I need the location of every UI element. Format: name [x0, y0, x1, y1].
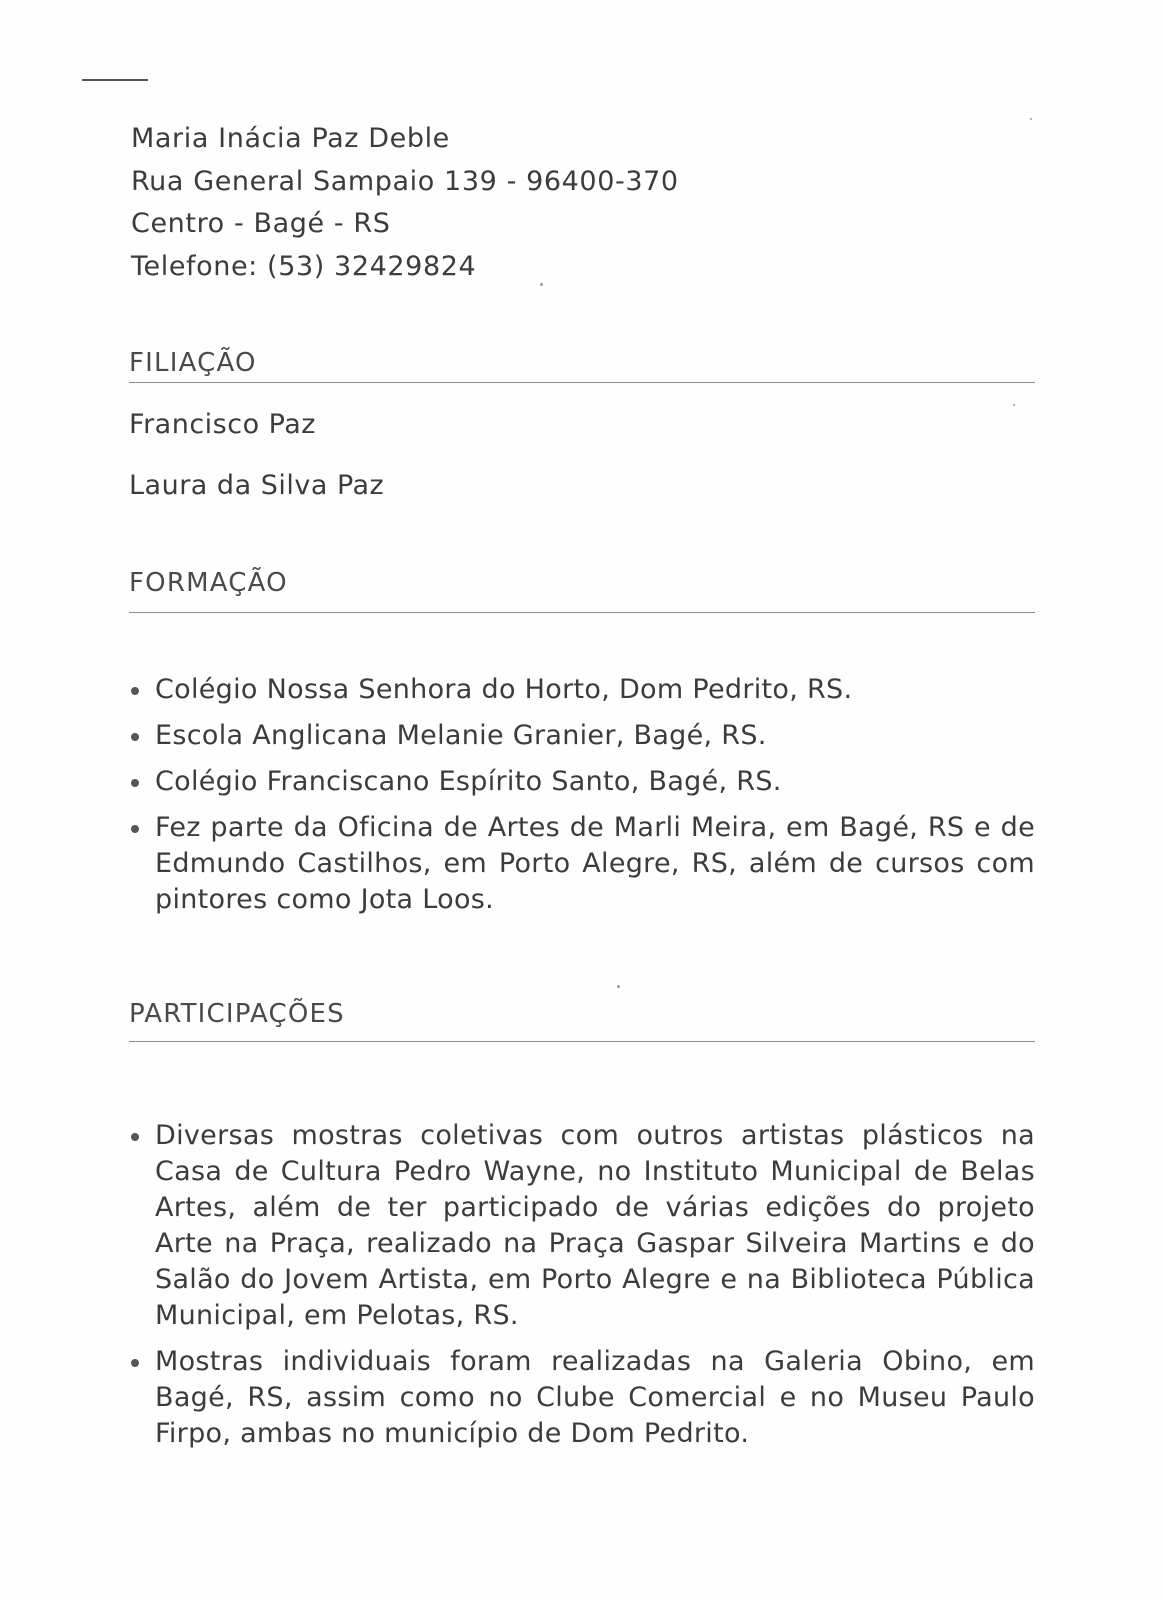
- phone-line: Telefone: (53) 32429824: [131, 250, 477, 282]
- list-item: [129, 764, 1035, 800]
- contact-header: [131, 118, 831, 288]
- list-item-text: Colégio Nossa Senhora do Horto, Dom Pedrito, RS.: [155, 674, 853, 705]
- list-item-text: Escola Anglicana Melanie Granier, Bagé, RS.: [155, 720, 767, 751]
- bullet-icon: [131, 825, 139, 833]
- address-line: Rua General Sampaio 139 - 96400-370: [131, 165, 679, 197]
- section-title-filiacao: FILIAÇÃO: [129, 348, 257, 378]
- list-item: [129, 1118, 1035, 1334]
- section-divider: [129, 612, 1035, 613]
- section-filiacao: [129, 344, 1035, 506]
- list-item-text: Mostras individuais foram realizadas na Galeria Obino, em Bagé, RS, assim como no Clube Comercial e no Museu Paulo Firpo, ambas no município de Dom Pedrito.: [155, 1346, 1035, 1449]
- section-formacao: [129, 564, 1035, 928]
- list-item: [129, 672, 1035, 708]
- section-title-formacao: FORMAÇÃO: [129, 568, 288, 598]
- bullet-icon: [131, 779, 139, 787]
- list-item-text: Colégio Franciscano Espírito Santo, Bagé, RS.: [155, 766, 782, 797]
- district-line: Centro - Bagé - RS: [131, 208, 391, 239]
- section-divider: [129, 382, 1035, 383]
- person-name: Maria Inácia Paz Deble: [131, 123, 450, 154]
- participacoes-list: [129, 1118, 1035, 1452]
- list-item-text: Fez parte da Oficina de Artes de Marli Meira, em Bagé, RS e de Edmundo Castilhos, em Porto Alegre, RS, além de cursos com pintores como Jota Loos.: [155, 812, 1035, 915]
- formacao-list: [129, 672, 1035, 918]
- list-item: [129, 810, 1035, 918]
- section-divider: [129, 1041, 1035, 1042]
- scan-speck: [617, 985, 620, 988]
- list-item-text: Diversas mostras coletivas com outros artistas plásticos na Casa de Cultura Pedro Wayne, no Instituto Municipal de Belas Artes, além de ter participado de várias edições do projeto Arte na Praça, realizado na Praça Gaspar Silveira Martins e do Salão do Jovem Artista, em Porto Alegre e na Biblioteca Pública Municipal, em Pelotas, RS.: [155, 1120, 1035, 1331]
- scan-speck: [1030, 118, 1032, 120]
- bullet-icon: [131, 1133, 139, 1141]
- parent-item: Laura da Silva Paz: [129, 470, 385, 501]
- section-title-participacoes: PARTICIPAÇÕES: [129, 999, 345, 1029]
- bullet-icon: [131, 687, 139, 695]
- top-rule: [82, 79, 148, 81]
- bullet-icon: [131, 1359, 139, 1367]
- parent-item: Francisco Paz: [129, 409, 316, 440]
- bullet-icon: [131, 733, 139, 741]
- section-participacoes: [129, 995, 1035, 1462]
- list-item: [129, 1344, 1035, 1452]
- parents-list: [129, 405, 1035, 506]
- list-item: [129, 718, 1035, 754]
